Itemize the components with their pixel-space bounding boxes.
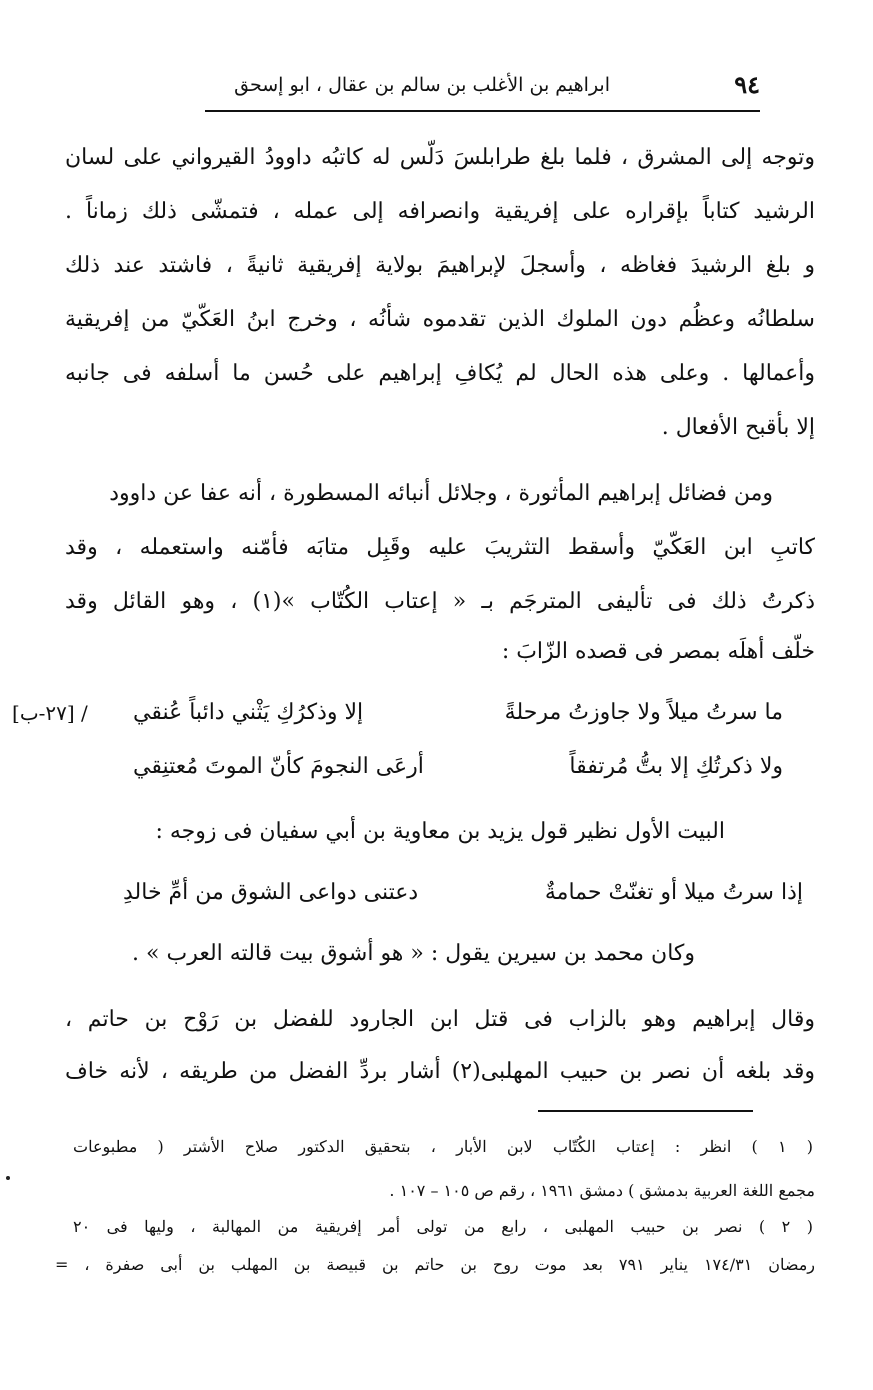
- scan-speck: [6, 1176, 10, 1180]
- footnote-line: ( ٢ ) نصر بن حبيب المهلبى ، رابع من تولى أمر إفريقية من المهالبة ، وليها فى ٢٠: [73, 1217, 814, 1236]
- verse-second-hemistich: إلا وذكرُكِ يَثْني دائباً عُنقي: [133, 700, 364, 725]
- footnote-line: ( ١ ) انظر : إعتاب الكُتّاب لابن الأبار ، بتحقيق الدكتور صلاح الأشتر ( مطبوعات: [73, 1137, 814, 1156]
- verse-first-hemistich: ما سرتُ ميلاً ولا جاوزتُ مرحلةً: [504, 700, 783, 725]
- text-line: سلطانُه وعظُم دون الملوك الذين تقدموه شأنُه ، وخرج ابنُ العَكّيّ من إفريقية: [65, 307, 815, 332]
- running-title: ابراهيم بن الأغلب بن سالم بن عقال ، ابو إسحق: [234, 74, 610, 96]
- verse-second-hemistich: أرعَى النجومَ كأنّ الموتَ مُعتنِقي: [133, 754, 424, 779]
- text-line: ذكرتُ ذلك فى تأليفى المترجَم بـ « إعتاب الكُتّاب »(١) ، وهو القائل وقد: [65, 589, 815, 614]
- text-line: وأعمالها . وعلى هذه الحال لم يُكافِ إبراهيم على حُسن ما أسلفه فى جانبه: [65, 361, 815, 386]
- text-line: كاتبِ ابن العَكّيّ وأسقط التثريبَ عليه وقَبِل متابَه فأمّنه واستعمله ، وقد: [65, 535, 815, 560]
- text-line: وكان محمد بن سيرين يقول : « هو أشوق بيت قالته العرب » .: [132, 941, 695, 966]
- footnote-separator: [538, 1110, 753, 1112]
- verse-line: [133, 692, 783, 734]
- text-line: البيت الأول نظير قول يزيد بن معاوية بن أبي سفيان فى زوجه :: [155, 819, 725, 844]
- text-line: ومن فضائل إبراهيم المأثورة ، وجلائل أنبائه المسطورة ، أنه عفا عن داوود: [109, 481, 773, 506]
- verse-line: [123, 872, 803, 914]
- footnote-line: مجمع اللغة العربية بدمشق ) دمشق ١٩٦١ ، رقم ص ١٠٥ – ١٠٧ .: [389, 1181, 815, 1200]
- page-number: ٩٤: [734, 70, 760, 99]
- page-header: [205, 62, 760, 112]
- footnote-line: رمضان ١٧٤/٣١ يناير ٧٩١ بعد موت روح بن حاتم بن قبيصة بن المهلب بن أبى صفرة ، =: [55, 1255, 816, 1274]
- verse-first-hemistich: ولا ذكرتُكِ إلا بتُّ مُرتفقاً: [569, 754, 783, 779]
- verse-second-hemistich: دعتنى دواعى الشوق من أمِّ خالدِ: [123, 880, 419, 905]
- manuscript-folio-ref: [٢٧-ب] /: [12, 701, 88, 725]
- verse-first-hemistich: إذا سرتُ ميلا أو تغنّتْ حمامةٌ: [544, 880, 803, 905]
- text-line: الرشيد كتاباً بإقراره على إفريقية وانصرافه إلى عمله ، فتمشّى ذلك زماناً .: [65, 199, 815, 224]
- text-line: وقد بلغه أن نصر بن حبيب المهلبى(٢) أشار بردِّ الفضل من طريقه ، لأنه خاف: [65, 1059, 815, 1084]
- text-line: وقال إبراهيم وهو بالزاب فى قتل ابن الجارود للفضل بن رَوْح بن حاتم ،: [65, 1007, 815, 1032]
- text-line: خلّف أهلَه بمصر فى قصده الزّابَ :: [501, 639, 815, 664]
- text-line: إلا بأقبح الأفعال .: [661, 415, 815, 440]
- text-line: و بلغ الرشيدَ فغاظه ، وأسجلَ لإبراهيمَ بولاية إفريقية ثانيةً ، فاشتد عند ذلك: [65, 253, 815, 278]
- text-line: وتوجه إلى المشرق ، فلما بلغ طرابلسَ دَلّس له كاتبُه داوودُ القيرواني على لسان: [65, 145, 815, 170]
- verse-line: [133, 746, 783, 788]
